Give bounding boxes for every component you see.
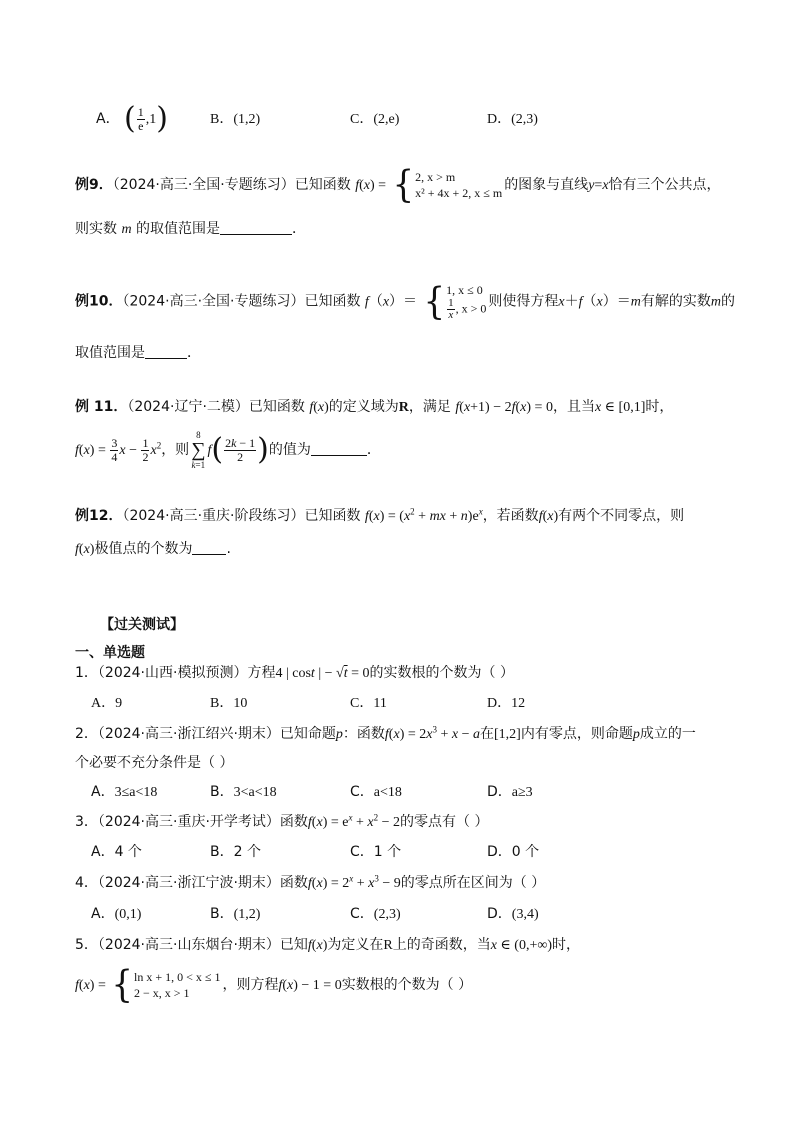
- q4-option-d[interactable]: D．(3,4): [487, 906, 539, 922]
- example-9-source: （2024·高三·全国·专题练习）: [112, 177, 295, 193]
- q4-option-a[interactable]: A．(0,1): [91, 906, 142, 922]
- q1-option-c[interactable]: C．11: [350, 696, 387, 711]
- example-11-label: 例 11．: [75, 399, 128, 415]
- question-3: 3．（2024·高三·重庆·开学考试）函数$f(x) = e^x + x^2 - 2$的零点有（ ）: [75, 812, 489, 830]
- q3-option-a[interactable]: A．4 个: [91, 844, 142, 860]
- question-2-line2: 个必要不充分条件是（ ）: [75, 755, 234, 771]
- q3-option-c[interactable]: C．1 个: [350, 844, 402, 860]
- q3-option-d[interactable]: D．0 个: [487, 844, 540, 860]
- question-4: 4．（2024·高三·浙江宁波·期末）函数$f(x) = 2^x + x^3 - 9$的零点所在区间为（ ）: [75, 873, 546, 891]
- answer-blank[interactable]: [192, 540, 226, 555]
- q4-option-c[interactable]: C．(2,3): [350, 906, 401, 922]
- q4-option-b[interactable]: B．(1,2): [210, 906, 261, 922]
- example-12-line1: 例12．（2024·高三·重庆·阶段练习）已知函数 $f(x) = (x^2$ + mx + $n)e^x$，若函数f(x)有两个不同零点，则: [75, 506, 685, 524]
- option-a: A． ( $\frac{1}{e}$ ,1): [96, 101, 168, 136]
- example-12-label: 例12．: [75, 508, 123, 524]
- q1-option-d[interactable]: D．12: [487, 696, 526, 711]
- example-9-label: 例9．: [75, 177, 113, 193]
- example-9-line2: 则实数 m 的取值范围是 ．: [75, 221, 307, 237]
- section-single-choice: 一、单选题: [75, 645, 145, 661]
- example-10-line2: 取值范围是 ．: [75, 345, 201, 361]
- question-5-line2: f(x) = { ln x + 1, 0 < x ≤ 1 2 − x, x > 1 ，则方程f(x) − 1 = 0实数根的个数为（ ）: [75, 963, 473, 1007]
- piecewise-function: { ln x + 1, 0 < x ≤ 1 2 − x, x > 1: [111, 963, 221, 1007]
- example-10-label: 例10．: [75, 293, 123, 310]
- q1-option-a[interactable]: A．9: [91, 696, 123, 711]
- q2-option-b[interactable]: B．3<a<18: [210, 784, 277, 800]
- example-11-line2: f(x) = $\frac{3}{4}$ x − $\frac{1}{2}$ $x^2$，则 8 ∑ k=1 f( $\frac{2k - 1}{2}$ )的值为 ．: [75, 430, 381, 470]
- q2-option-a[interactable]: A．3≤a<18: [91, 784, 158, 800]
- question-1: 1．（2024·山西·模拟预测）方程4 | cost | − √t = 0的实数根的个数为（ ）: [75, 665, 514, 681]
- example-11-line1: 例 11．（2024·辽宁·二模）已知函数 f(x)的定义域为R，满足 f(x+1) − 2f(x) = 0，且当x ∈ [0,1]时，: [75, 399, 674, 415]
- q2-option-d[interactable]: D．a≥3: [487, 784, 533, 800]
- q3-option-b[interactable]: B．2 个: [210, 844, 261, 860]
- piecewise-function: { 1, x ≤ 0 $\frac{1}{x}$ , x > 0: [423, 279, 487, 324]
- section-heading: 【过关测试】: [100, 617, 184, 633]
- example-12-source: （2024·高三·重庆·阶段练习）: [122, 508, 305, 524]
- piecewise-function: { 2, x > m x² + 4x + 2, x ≤ m: [392, 163, 503, 207]
- question-5-line1: 5．（2024·高三·山东烟台·期末）已知f(x)为定义在R上的奇函数，当x ∈ (0,+∞)时，: [75, 937, 580, 953]
- answer-blank[interactable]: [220, 220, 292, 235]
- example-11-source: （2024·辽宁·二模）: [127, 399, 249, 415]
- fraction-1-over-e: $\frac{1}{e}$: [137, 104, 144, 133]
- example-9-line1: 例9．（2024·高三·全国·专题练习）已知函数 f(x) = { 2, x > m x² + 4x + 2, x ≤ m 的图象与直线y=x恰有三个公共点，: [75, 163, 721, 207]
- q2-option-c[interactable]: C．a<18: [350, 784, 402, 800]
- q1-option-b[interactable]: B．10: [210, 696, 248, 711]
- example-10-source: （2024·高三·全国·专题练习）: [122, 293, 305, 310]
- option-c: C．(2,e): [350, 112, 400, 127]
- example-10-line1: 例10．（2024·高三·全国·专题练习）已知函数 f（x）＝ { 1, x ≤ 0 $\frac{1}{x}$ , x > 0 则使得方程x＋f（x）＝m有解的实数m的: [75, 279, 735, 324]
- answer-blank[interactable]: [311, 441, 367, 456]
- summation: 8 ∑ k=1: [191, 430, 206, 470]
- example-12-line2: f(x)极值点的个数为 .: [75, 541, 231, 557]
- question-2-line1: 2．（2024·高三·浙江绍兴·期末）已知命题p：函数$f(x) = 2x^3 + x - a$在[1,2]内有零点，则命题p成立的一: [75, 724, 696, 742]
- option-d: D．(2,3): [487, 112, 538, 127]
- option-b: B．(1,2): [210, 112, 261, 127]
- answer-blank[interactable]: [145, 344, 187, 359]
